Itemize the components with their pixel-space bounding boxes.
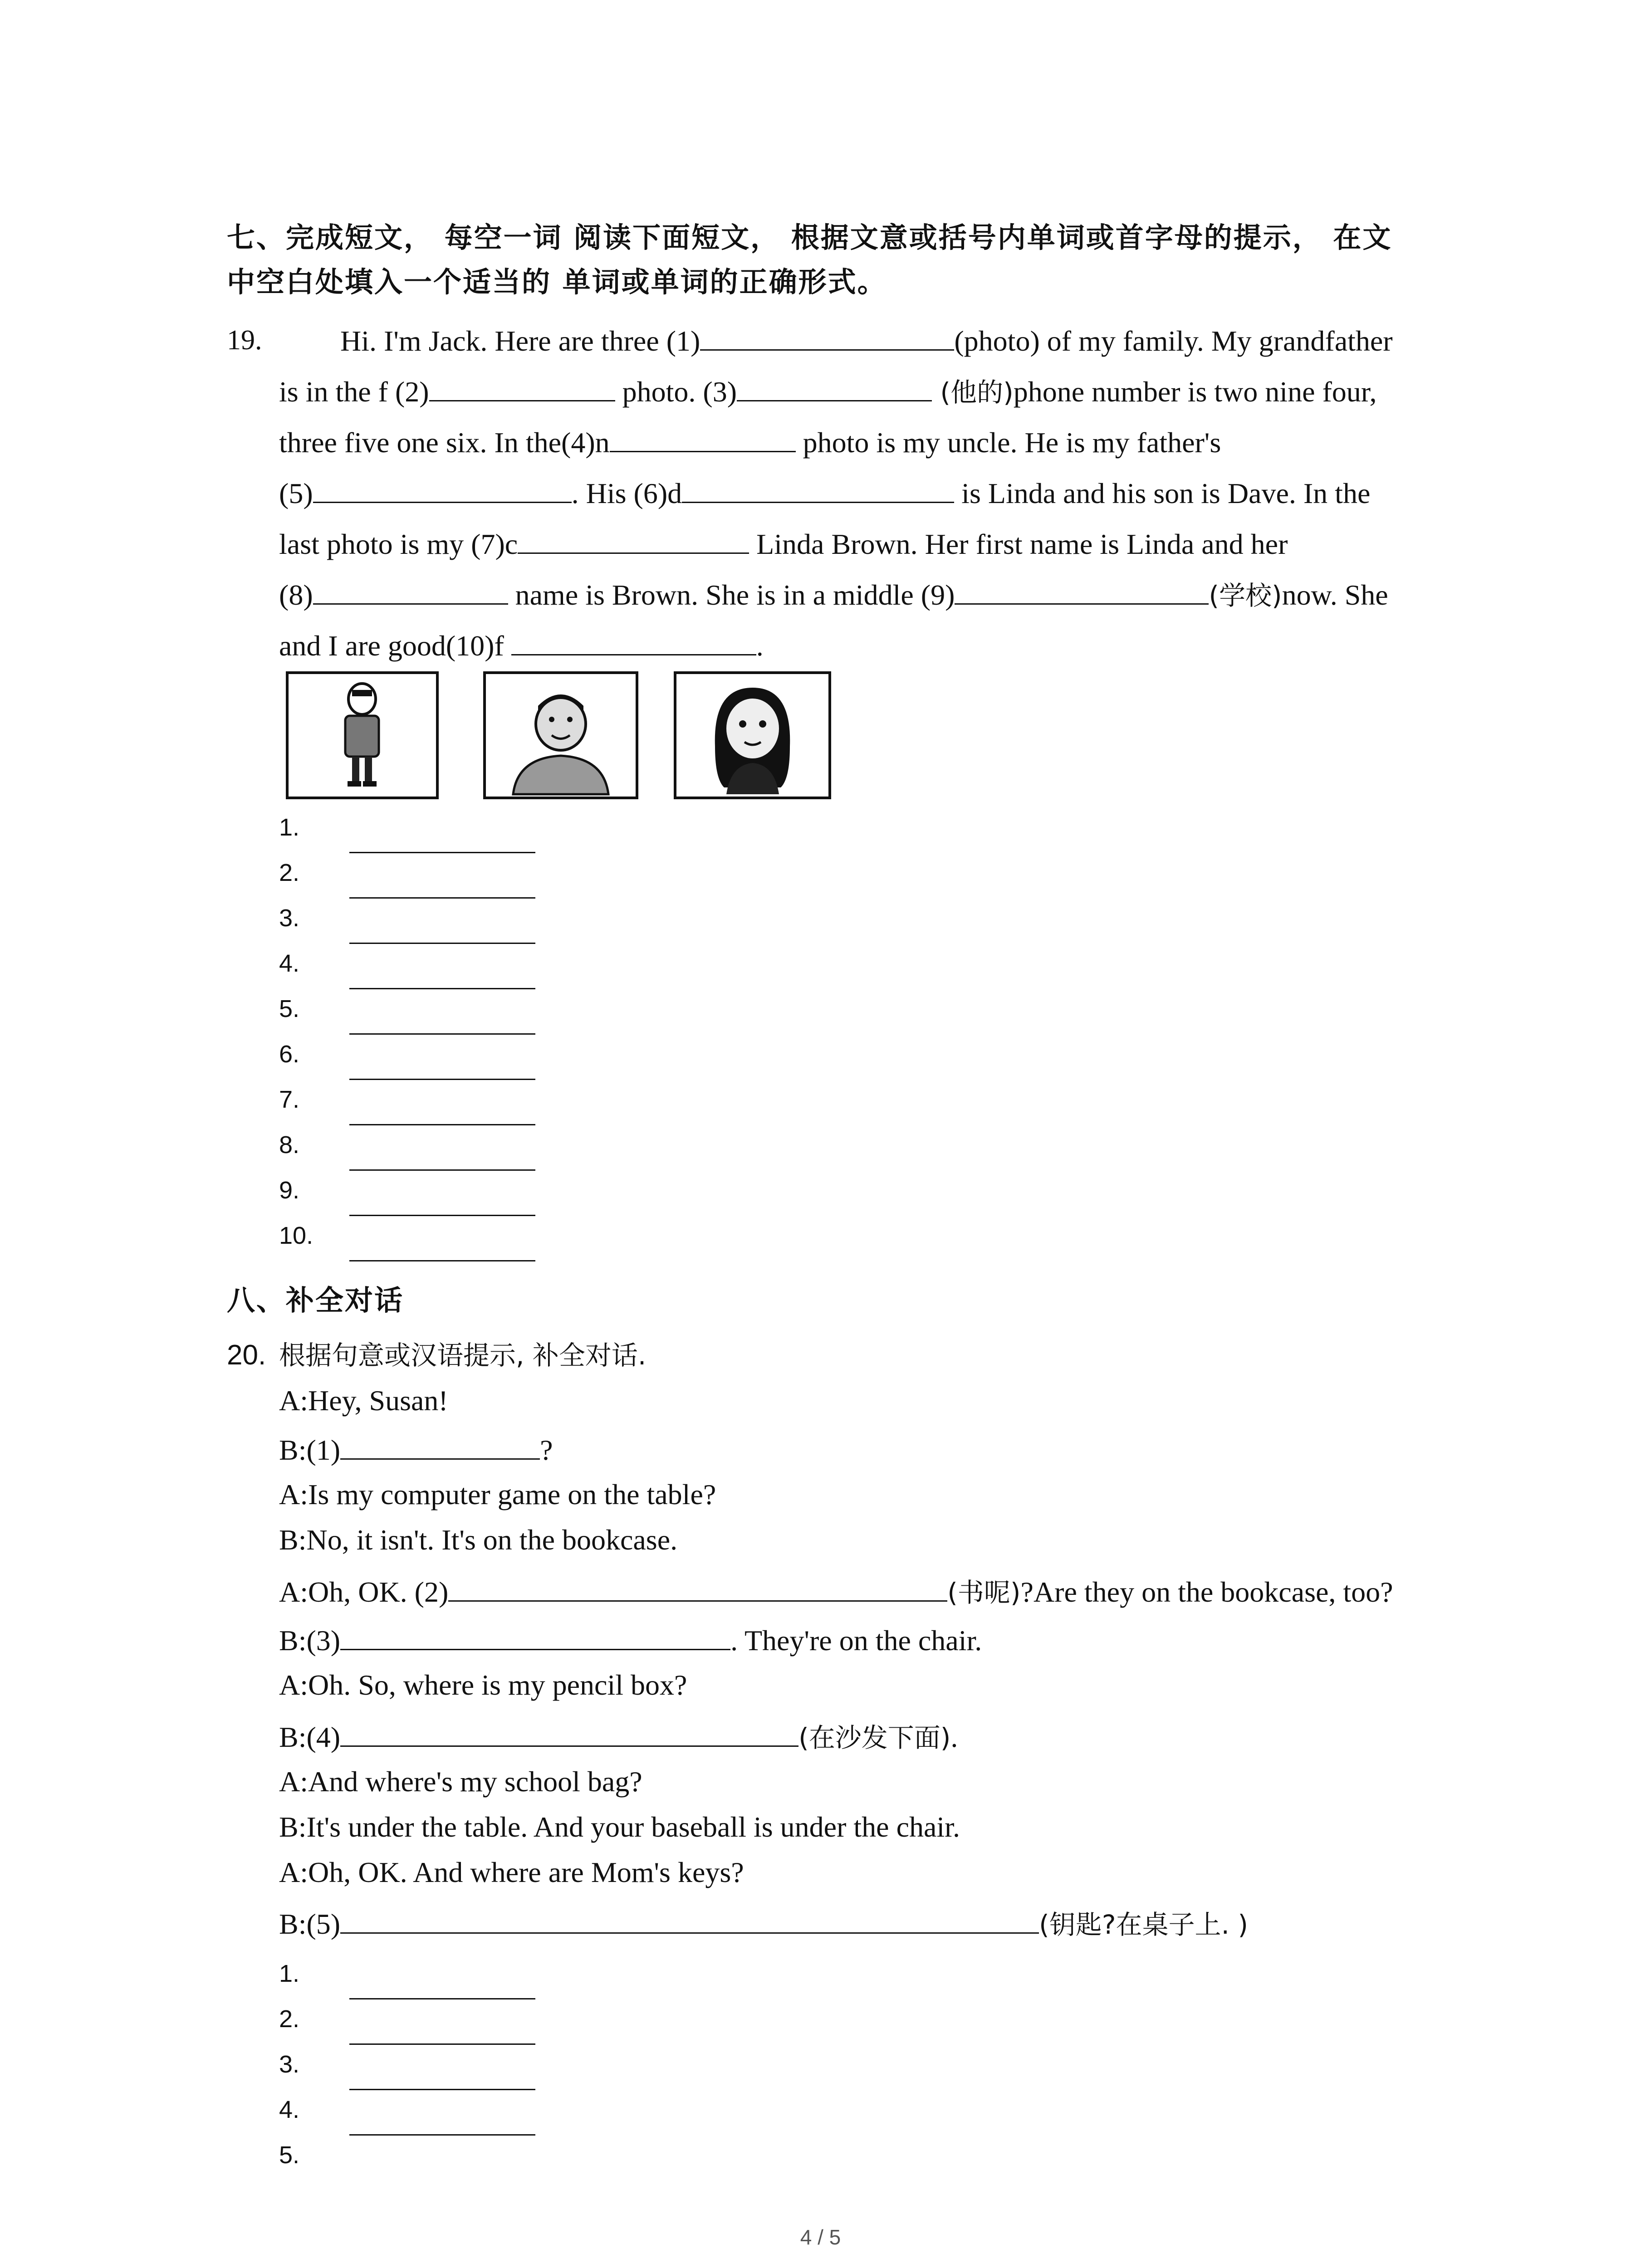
dialogue-answer-line-4[interactable] <box>349 2134 535 2136</box>
question-20-number: 20. <box>227 1339 266 1371</box>
grandfather-figure-icon <box>289 674 436 797</box>
answer-label-6: 6. <box>279 1041 300 1068</box>
passage-line-2: is in the f (2) photo. (3) (他的)phone number is two nine four, <box>279 373 1377 411</box>
dialogue-answer-line-2[interactable] <box>349 2043 535 2045</box>
blank-8[interactable] <box>313 576 508 605</box>
page-number: 4 / 5 <box>800 2225 841 2249</box>
dialogue-line-5: A:Oh, OK. (2) (书呢)?Are they on the bookcase, too? <box>279 1573 1393 1611</box>
answer-line-2[interactable] <box>349 897 535 899</box>
section7-heading-line2: 中空白处填入一个适当的 单词或单词的正确形式。 <box>227 265 887 298</box>
answer-line-6[interactable] <box>349 1079 535 1080</box>
blank-10[interactable] <box>511 627 756 655</box>
section7-heading-line1: 七、完成短文， 每空一词 阅读下面短文， 根据文意或括号内单词或首字母的提示， 在文 <box>227 221 1392 254</box>
answer-line-8[interactable] <box>349 1169 535 1171</box>
answer-line-5[interactable] <box>349 1033 535 1035</box>
dialogue-blank-3[interactable] <box>340 1622 730 1650</box>
answer-label-5: 5. <box>279 995 300 1022</box>
passage-line-5: last photo is my (7)c Linda Brown. Her first name is Linda and her <box>279 525 1288 562</box>
blank-1[interactable] <box>700 322 954 351</box>
blank-9[interactable] <box>955 576 1209 605</box>
dialogue-line-11: A:Oh, OK. And where are Mom's keys? <box>279 1856 744 1888</box>
blank-5[interactable] <box>313 474 572 503</box>
blank-6[interactable] <box>682 474 954 503</box>
section8-heading: 八、补全对话 <box>227 1284 404 1317</box>
dialogue-answer-line-3[interactable] <box>349 2089 535 2090</box>
passage-line-4: (5) . His (6)d is Linda and his son is Dave. In the <box>279 474 1370 512</box>
dialogue-answer-label-3: 3. <box>279 2051 300 2078</box>
dialogue-answer-line-1[interactable] <box>349 1998 535 1999</box>
question-19-number: 19. <box>227 325 262 356</box>
answer-label-3: 3. <box>279 904 300 932</box>
passage-line-3: three five one six. In the(4)n photo is my uncle. He is my father's <box>279 424 1221 461</box>
answer-label-1: 1. <box>279 814 300 841</box>
answer-label-2: 2. <box>279 859 300 886</box>
cousin-photo <box>674 671 831 799</box>
answer-line-10[interactable] <box>349 1260 535 1261</box>
passage-line-7: and I are good(10)f . <box>279 627 764 664</box>
passage-line-6: (8) name is Brown. She is in a middle (9) (学校)now. She <box>279 576 1388 614</box>
dialogue-blank-4[interactable] <box>340 1718 798 1747</box>
dialogue-line-1: A:Hey, Susan! <box>279 1384 448 1417</box>
answer-line-3[interactable] <box>349 943 535 944</box>
dialogue-blank-2[interactable] <box>448 1573 947 1602</box>
dialogue-line-4: B:No, it isn't. It's on the bookcase. <box>279 1524 678 1556</box>
dialogue-answer-label-4: 4. <box>279 2096 300 2123</box>
dialogue-answer-label-2: 2. <box>279 2005 300 2033</box>
blank-2[interactable] <box>429 373 615 401</box>
dialogue-answer-label-5: 5. <box>279 2141 300 2169</box>
dialogue-line-8: B:(4) (在沙发下面). <box>279 1718 958 1756</box>
dialogue-blank-5[interactable] <box>340 1905 1039 1934</box>
answer-line-4[interactable] <box>349 988 535 989</box>
dialogue-line-12: B:(5) (钥匙?在桌子上. ) <box>279 1905 1248 1943</box>
grandfather-photo <box>286 671 439 799</box>
answer-line-7[interactable] <box>349 1124 535 1125</box>
dialogue-blank-1[interactable] <box>340 1431 540 1460</box>
answer-label-4: 4. <box>279 950 300 977</box>
blank-4[interactable] <box>610 424 796 452</box>
blank-3[interactable] <box>737 373 932 401</box>
uncle-photo <box>483 671 638 799</box>
answer-label-10: 10. <box>279 1222 314 1249</box>
section7-heading <box>227 215 1452 304</box>
answer-label-8: 8. <box>279 1131 300 1158</box>
dialogue-answer-label-1: 1. <box>279 1960 300 1987</box>
answer-line-1[interactable] <box>349 852 535 853</box>
cousin-girl-figure-icon <box>676 674 828 797</box>
dialogue-line-7: A:Oh. So, where is my pencil box? <box>279 1669 687 1701</box>
blank-7[interactable] <box>518 525 749 554</box>
dialogue-line-6: B:(3) . They're on the chair. <box>279 1622 982 1659</box>
dialogue-line-9: A:And where's my school bag? <box>279 1765 642 1798</box>
dialogue-line-2: B:(1) ? <box>279 1431 553 1468</box>
passage-line-1: Hi. I'm Jack. Here are three (1) (photo) of my family. My grandfather <box>340 322 1393 359</box>
question-20-instruction: 根据句意或汉语提示, 补全对话. <box>279 1340 647 1371</box>
answer-label-9: 9. <box>279 1177 300 1204</box>
uncle-figure-icon <box>486 674 636 797</box>
dialogue-line-3: A:Is my computer game on the table? <box>279 1478 716 1510</box>
answer-line-9[interactable] <box>349 1215 535 1216</box>
dialogue-line-10: B:It's under the table. And your baseball is under the chair. <box>279 1811 960 1843</box>
answer-label-7: 7. <box>279 1086 300 1113</box>
